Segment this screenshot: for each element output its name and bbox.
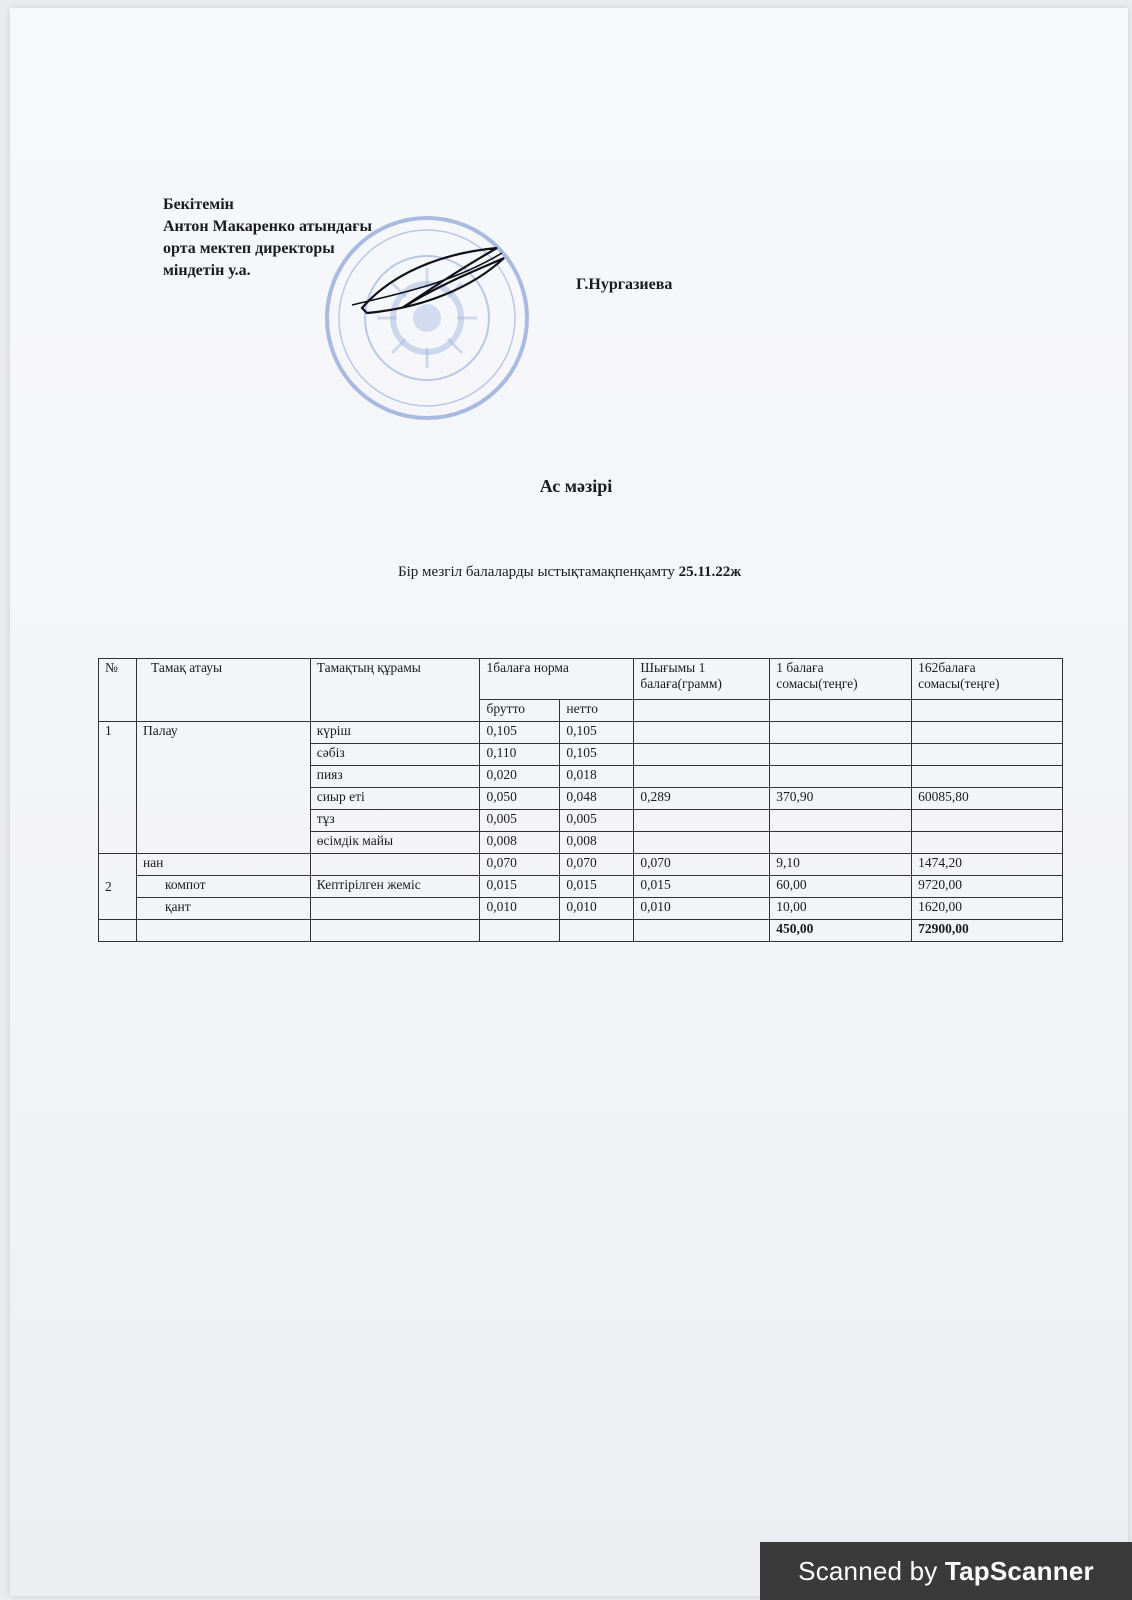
document-date: 25.11.22ж bbox=[678, 564, 742, 580]
netto-value: 0,105 bbox=[560, 722, 634, 744]
watermark-brand: TapScanner bbox=[944, 1556, 1094, 1586]
empty-cell bbox=[770, 722, 912, 744]
subtitle-text: Бір мезгіл балаларды ыстықтамақпенқамту bbox=[398, 564, 675, 580]
header-composition: Тамақтың құрамы bbox=[310, 659, 480, 722]
approval-line: Бекітемін bbox=[163, 196, 234, 213]
ingredient-name: өсімдік майы bbox=[310, 832, 480, 854]
table-header-row bbox=[99, 659, 1063, 700]
dish-name: Палау bbox=[136, 722, 310, 854]
page-title: Ас мәзірі bbox=[539, 476, 613, 496]
empty-cell bbox=[480, 920, 560, 942]
empty-cell bbox=[634, 810, 770, 832]
official-seal-icon bbox=[322, 213, 532, 423]
empty-cell bbox=[634, 744, 770, 766]
total-cost-one: 450,00 bbox=[770, 920, 912, 942]
dish-name: қант bbox=[136, 898, 310, 920]
watermark-prefix: Scanned by bbox=[798, 1556, 938, 1586]
empty-cell bbox=[634, 920, 770, 942]
signer-name: Г.Нургазиева bbox=[576, 276, 673, 293]
empty-cell bbox=[912, 722, 1063, 744]
brutto-value: 0,105 bbox=[480, 722, 560, 744]
cost-one-value: 370,90 bbox=[770, 788, 912, 810]
brutto-value: 0,050 bbox=[480, 788, 560, 810]
empty-cell bbox=[634, 700, 770, 722]
empty-cell bbox=[770, 810, 912, 832]
dish-name: нан bbox=[136, 854, 310, 876]
netto-value: 0,105 bbox=[560, 744, 634, 766]
table-row bbox=[99, 876, 1063, 898]
netto-value: 0,015 bbox=[560, 876, 634, 898]
ingredient-name: тұз bbox=[310, 810, 480, 832]
brutto-value: 0,020 bbox=[480, 766, 560, 788]
header-brutto: брутто bbox=[480, 700, 560, 722]
empty-cell bbox=[770, 766, 912, 788]
empty-cell bbox=[912, 832, 1063, 854]
empty-cell bbox=[912, 700, 1063, 722]
composition-value bbox=[310, 854, 480, 876]
brutto-value: 0,110 bbox=[480, 744, 560, 766]
empty-cell bbox=[634, 766, 770, 788]
totals-row bbox=[99, 920, 1063, 942]
scanner-watermark bbox=[760, 1542, 1132, 1600]
output-value: 0,070 bbox=[634, 854, 770, 876]
netto-value: 0,008 bbox=[560, 832, 634, 854]
dish-name: компот bbox=[136, 876, 310, 898]
netto-value: 0,070 bbox=[560, 854, 634, 876]
table-row bbox=[99, 898, 1063, 920]
netto-value: 0,005 bbox=[560, 810, 634, 832]
dish-num: 2 bbox=[99, 854, 137, 920]
empty-cell bbox=[912, 810, 1063, 832]
output-value: 0,289 bbox=[634, 788, 770, 810]
cost-total-value: 9720,00 bbox=[912, 876, 1063, 898]
ingredient-name: пияз bbox=[310, 766, 480, 788]
empty-cell bbox=[99, 920, 137, 942]
cost-one-value: 9,10 bbox=[770, 854, 912, 876]
header-cost-total: 162балаға сомасы(теңге) bbox=[912, 659, 1063, 700]
brutto-value: 0,015 bbox=[480, 876, 560, 898]
empty-cell bbox=[310, 920, 480, 942]
ingredient-name: сәбіз bbox=[310, 744, 480, 766]
header-num: № bbox=[99, 659, 137, 722]
empty-cell bbox=[770, 744, 912, 766]
composition-value bbox=[310, 898, 480, 920]
brutto-value: 0,070 bbox=[480, 854, 560, 876]
document-page bbox=[10, 8, 1128, 1596]
approval-line: орта мектеп директоры bbox=[163, 240, 335, 257]
cost-total-value: 1474,20 bbox=[912, 854, 1063, 876]
netto-value: 0,010 bbox=[560, 898, 634, 920]
empty-cell bbox=[912, 766, 1063, 788]
empty-cell bbox=[912, 744, 1063, 766]
empty-cell bbox=[136, 920, 310, 942]
document-subtitle bbox=[398, 564, 741, 581]
approval-line: міндетін у.а. bbox=[163, 262, 251, 279]
header-output: Шығымы 1 балаға(грамм) bbox=[634, 659, 770, 700]
empty-cell bbox=[770, 700, 912, 722]
cost-one-value: 60,00 bbox=[770, 876, 912, 898]
empty-cell bbox=[634, 832, 770, 854]
netto-value: 0,018 bbox=[560, 766, 634, 788]
approval-line: Антон Макаренко атындағы bbox=[163, 218, 372, 235]
dish-num: 1 bbox=[99, 722, 137, 854]
empty-cell bbox=[634, 722, 770, 744]
output-value: 0,010 bbox=[634, 898, 770, 920]
cost-total-value: 60085,80 bbox=[912, 788, 1063, 810]
header-norm: 1балаға норма bbox=[480, 659, 634, 700]
empty-cell bbox=[770, 832, 912, 854]
brutto-value: 0,010 bbox=[480, 898, 560, 920]
menu-table bbox=[98, 658, 1063, 942]
empty-cell bbox=[560, 920, 634, 942]
header-dish: Тамақ атауы bbox=[136, 659, 310, 722]
cost-total-value: 1620,00 bbox=[912, 898, 1063, 920]
ingredient-name: күріш bbox=[310, 722, 480, 744]
output-value: 0,015 bbox=[634, 876, 770, 898]
total-cost-total: 72900,00 bbox=[912, 920, 1063, 942]
brutto-value: 0,008 bbox=[480, 832, 560, 854]
brutto-value: 0,005 bbox=[480, 810, 560, 832]
header-cost-one: 1 балаға сомасы(теңге) bbox=[770, 659, 912, 700]
composition-value: Кептірілген жеміс bbox=[310, 876, 480, 898]
table-row bbox=[99, 854, 1063, 876]
netto-value: 0,048 bbox=[560, 788, 634, 810]
cost-one-value: 10,00 bbox=[770, 898, 912, 920]
ingredient-name: сиыр еті bbox=[310, 788, 480, 810]
header-netto: нетто bbox=[560, 700, 634, 722]
table-row bbox=[99, 722, 1063, 744]
